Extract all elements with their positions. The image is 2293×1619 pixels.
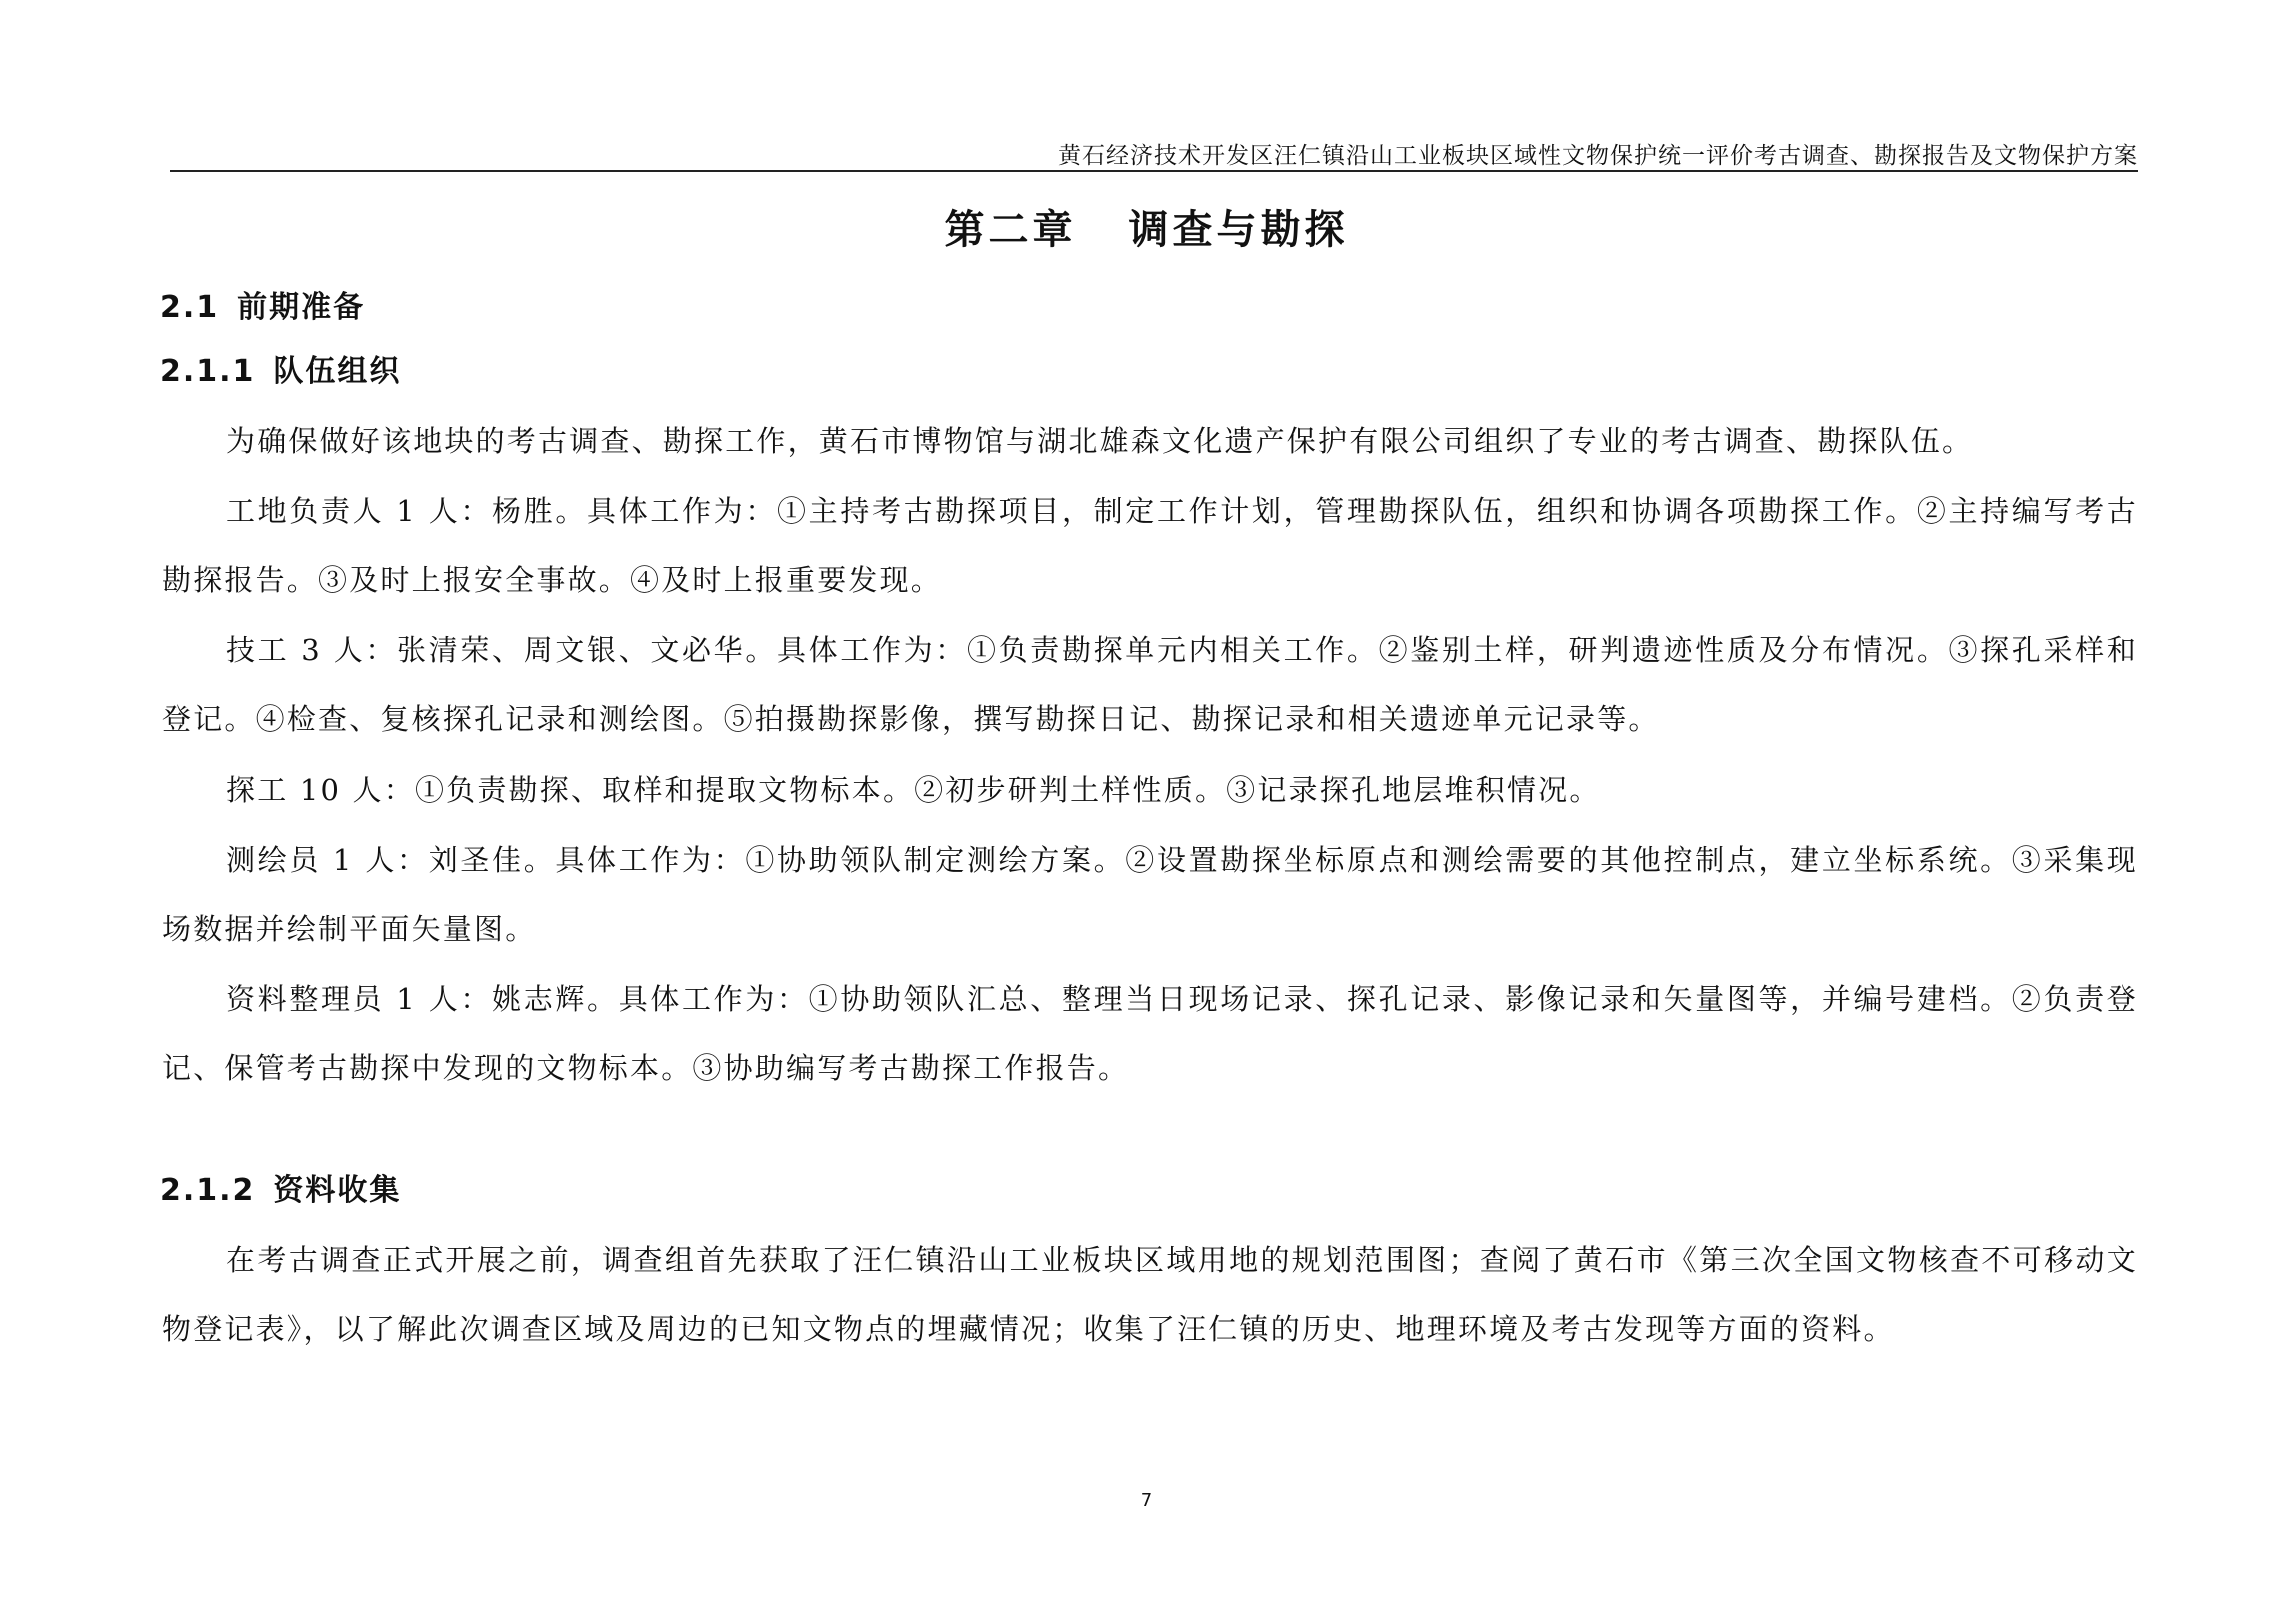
section-title: 资料收集	[273, 1173, 402, 1208]
section-number: 2.1	[160, 290, 220, 325]
paragraph: 在考古调查正式开展之前，调查组首先获取了汪仁镇沿山工业板块区域用地的规划范围图；查阅了黄石市《第三次全国文物核查不可移动文物登记表》，以了解此次调查区域及周边的已知文物点的埋藏情况；收集了汪仁镇的历史、地理环境及考古发现等方面的资料。	[162, 1243, 2138, 1346]
header-rule	[170, 170, 2138, 172]
section-number: 2.1.2	[160, 1173, 256, 1208]
section-number: 2.1.1	[160, 354, 256, 389]
paragraph: 工地负责人 1 人：杨胜。具体工作为：①主持考古勘探项目，制定工作计划，管理勘探队伍，组织和协调各项勘探工作。②主持编写考古勘探报告。③及时上报安全事故。④及时上报重要发现。	[162, 494, 2138, 597]
running-header: 黄石经济技术开发区汪仁镇沿山工业板块区域性文物保护统一评价考古调查、勘探报告及文物保护方案	[1058, 143, 2138, 169]
paragraph: 探工 10 人：①负责勘探、取样和提取文物标本。②初步研判土样性质。③记录探孔地层堆积情况。	[226, 773, 1601, 807]
paragraph: 测绘员 1 人：刘圣佳。具体工作为：①协助领队制定测绘方案。②设置勘探坐标原点和测绘需要的其他控制点，建立坐标系统。③采集现场数据并绘制平面矢量图。	[162, 843, 2138, 946]
section-title: 前期准备	[237, 290, 366, 325]
section-heading-2-1-2	[160, 1165, 401, 1209]
paragraph: 技工 3 人：张清荣、周文银、文必华。具体工作为：①负责勘探单元内相关工作。②鉴别土样，研判遗迹性质及分布情况。③探孔采样和登记。④检查、复核探孔记录和测绘图。⑤拍摄勘探影像，撰写勘探日记、勘探记录和相关遗迹单元记录等。	[162, 633, 2138, 736]
chapter-number: 第二章	[944, 207, 1077, 253]
chapter-title	[0, 198, 2293, 255]
page-number: 7	[1140, 1490, 1153, 1511]
section-title: 队伍组织	[273, 354, 402, 389]
section-heading-2-1	[160, 282, 365, 326]
paragraph: 为确保做好该地块的考古调查、勘探工作，黄石市博物馆与湖北雄森文化遗产保护有限公司组织了专业的考古调查、勘探队伍。	[226, 424, 1974, 458]
chapter-name: 调查与勘探	[1128, 207, 1349, 253]
section-heading-2-1-1	[160, 346, 401, 390]
paragraph: 资料整理员 1 人：姚志辉。具体工作为：①协助领队汇总、整理当日现场记录、探孔记录、影像记录和矢量图等，并编号建档。②负责登记、保管考古勘探中发现的文物标本。③协助编写考古勘探工作报告。	[162, 982, 2138, 1085]
